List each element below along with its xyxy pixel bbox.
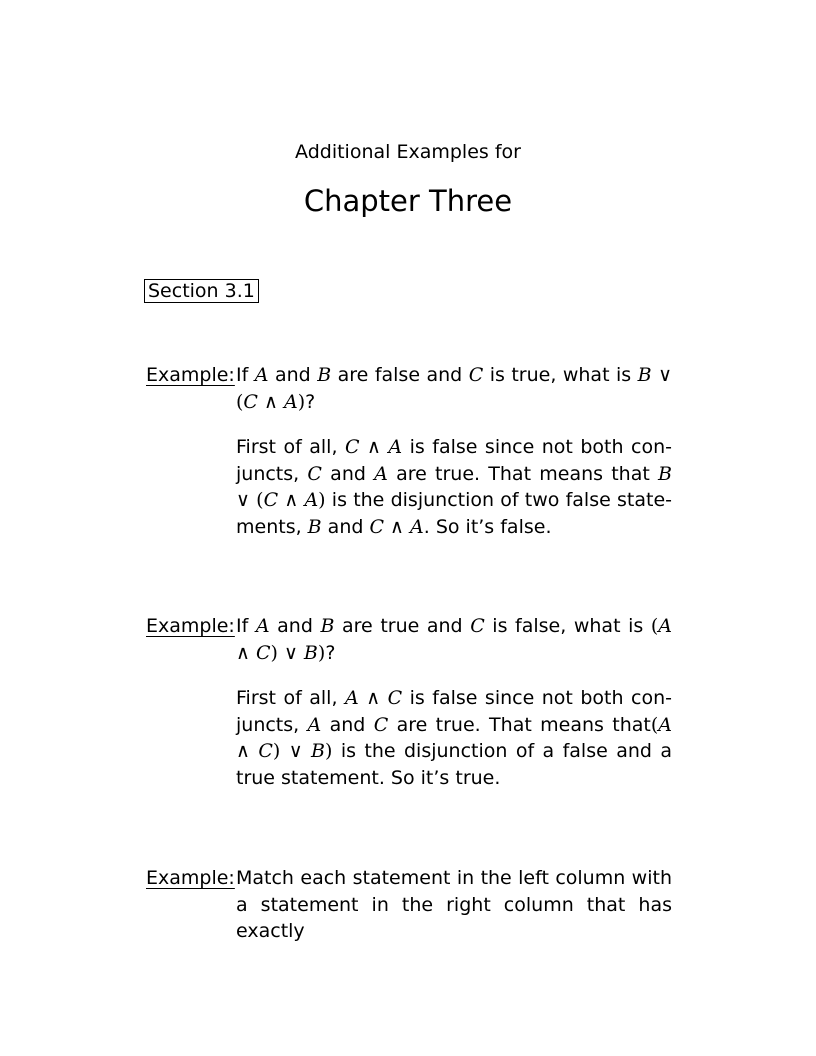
example-2-label: Example: bbox=[146, 615, 235, 637]
math-expression: (A ∧ C) ∨ B) bbox=[236, 615, 672, 664]
math-expression: B ∨ (C ∧ A) bbox=[236, 462, 673, 511]
math-expression: A bbox=[307, 713, 322, 736]
example-2 bbox=[236, 613, 672, 791]
text-run: First of all, bbox=[236, 687, 345, 709]
page-subtitle: Additional Examples for bbox=[295, 141, 521, 163]
text-run: is false since not both conjuncts, bbox=[236, 436, 672, 485]
text-run: ? bbox=[305, 390, 316, 413]
math-expression: B bbox=[320, 615, 335, 637]
text-run: is false, what is bbox=[484, 615, 651, 637]
text-run: is true, what is bbox=[483, 364, 638, 386]
math-expression: A bbox=[254, 364, 269, 386]
text-run: If bbox=[236, 364, 255, 386]
math-expression: C bbox=[373, 713, 389, 736]
example-3-label: Example: bbox=[146, 867, 235, 889]
example-1 bbox=[236, 362, 672, 540]
text-run: and bbox=[321, 462, 375, 485]
example-1-question bbox=[236, 362, 672, 415]
math-expression: (A ∧ C) ∨ B) bbox=[236, 713, 672, 762]
text-run: and bbox=[269, 615, 321, 637]
text-run: If bbox=[236, 615, 256, 637]
text-run: are false and bbox=[331, 364, 469, 386]
text-run: are true and bbox=[334, 615, 471, 637]
math-expression: C ∧ A bbox=[344, 436, 403, 458]
text-run: and bbox=[321, 713, 374, 736]
text-run: and bbox=[268, 364, 318, 386]
math-expression: B ∨ (C ∧ A) bbox=[236, 364, 672, 413]
example-3-question bbox=[236, 865, 672, 945]
math-expression: A bbox=[374, 462, 388, 485]
math-expression: B bbox=[317, 364, 332, 386]
math-expression: C bbox=[468, 364, 484, 386]
text-run: are true. That means that bbox=[387, 462, 659, 485]
text-run: is false since not both conjuncts, bbox=[236, 687, 672, 736]
math-expression: A bbox=[255, 615, 270, 637]
math-expression: C bbox=[307, 462, 322, 485]
math-expression: A ∧ C bbox=[344, 687, 403, 709]
math-expression: C bbox=[470, 615, 485, 637]
text-run: are true. That means that bbox=[388, 713, 651, 736]
math-expression: C ∧ A bbox=[369, 515, 424, 538]
text-run: is the disjunction of two false statements, bbox=[236, 489, 672, 538]
text-run: Match each statement in the left column with a statement in the right column that has exactly bbox=[236, 867, 672, 942]
example-1-answer bbox=[236, 434, 672, 540]
text-run: First of all, bbox=[236, 436, 345, 458]
chapter-title: Chapter Three bbox=[303, 184, 513, 218]
math-expression: B bbox=[307, 515, 322, 538]
example-1-label: Example: bbox=[146, 364, 235, 386]
text-run: is the disjunction of a false and a true statement. So it’s true. bbox=[236, 740, 672, 789]
text-run: ? bbox=[325, 641, 336, 664]
section-heading: Section 3.1 bbox=[144, 279, 259, 303]
text-run: and bbox=[321, 515, 370, 538]
example-2-question bbox=[236, 613, 672, 666]
example-2-answer bbox=[236, 685, 672, 791]
text-run: . So it’s false. bbox=[423, 515, 552, 538]
example-3 bbox=[236, 865, 672, 945]
